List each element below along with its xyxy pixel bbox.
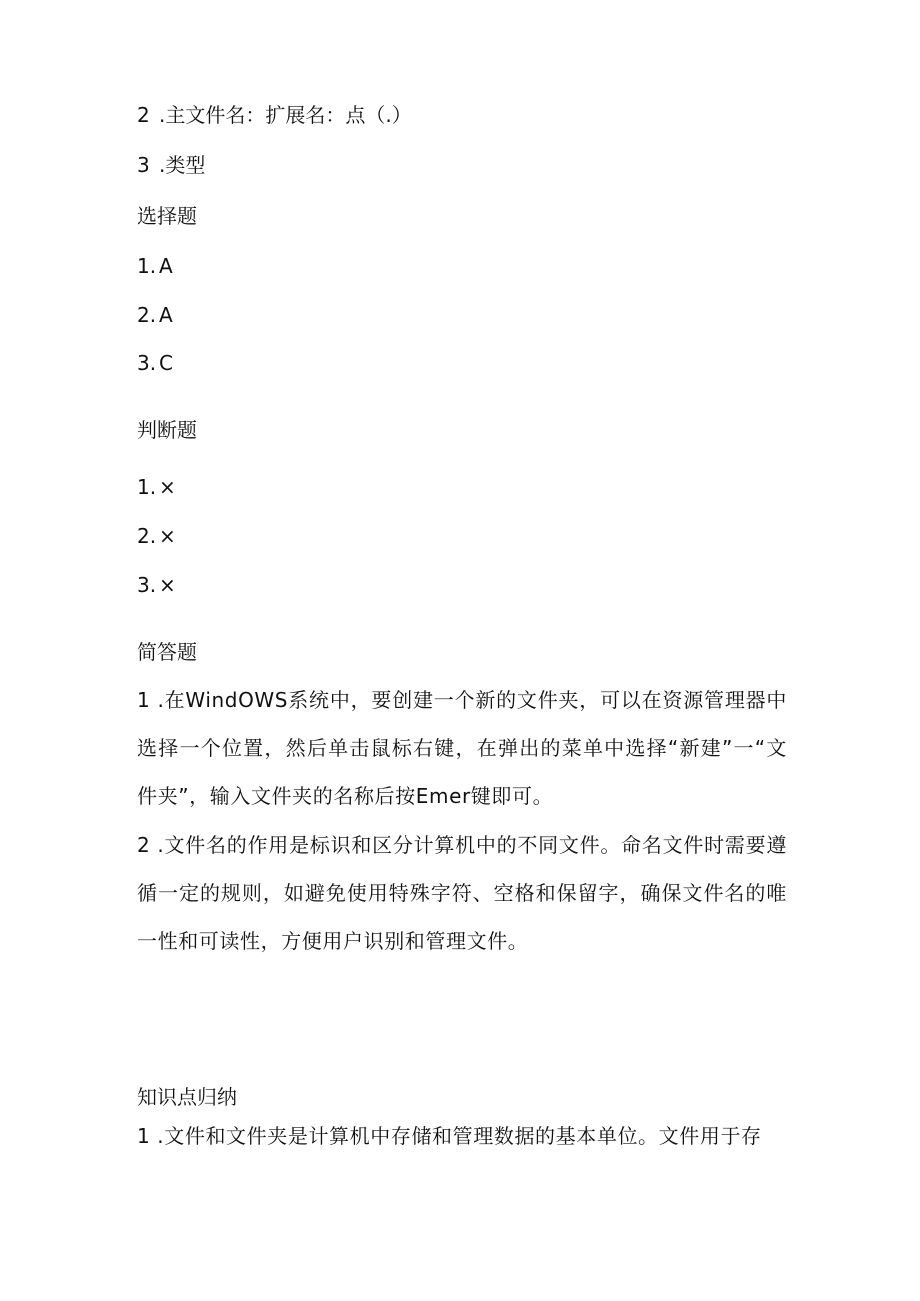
true-false-answer-3 bbox=[137, 573, 176, 597]
item-number: 2 bbox=[137, 103, 150, 127]
item-number: 3 bbox=[137, 153, 150, 177]
item-number: 1. bbox=[137, 254, 157, 278]
item-text: .主文件名：扩展名：点（.） bbox=[159, 103, 412, 127]
short-answer-1: 1 .在WindOWS系统中，要创建一个新的文件夹，可以在资源管理器中选择一个位置，然后单击鼠标右键，在弹出的菜单中选择“新建”一“文件夹”，输入文件夹的名称后按Emer键即可。 bbox=[137, 688, 787, 808]
item-text: × bbox=[159, 524, 176, 548]
item-number: 2. bbox=[137, 524, 157, 548]
item-text: A bbox=[159, 254, 173, 278]
item-number: 3. bbox=[137, 351, 157, 375]
fill-in-answer-3 bbox=[137, 153, 205, 177]
section-heading-short-answer: 简答题 bbox=[137, 640, 197, 664]
item-text: .类型 bbox=[159, 153, 206, 177]
item-number: 2. bbox=[137, 303, 157, 327]
section-heading-summary: 知识点归纳 bbox=[137, 1085, 237, 1109]
true-false-answer-2 bbox=[137, 524, 176, 548]
item-number: 1. bbox=[137, 475, 157, 499]
item-text: × bbox=[159, 573, 176, 597]
fill-in-answer-2 bbox=[137, 103, 412, 127]
choice-answer-3 bbox=[137, 351, 173, 375]
true-false-answer-1 bbox=[137, 475, 176, 499]
summary-point-1: 1 .文件和文件夹是计算机中存储和管理数据的基本单位。文件用于存 bbox=[137, 1124, 762, 1148]
choice-answer-2 bbox=[137, 303, 173, 327]
choice-answer-1 bbox=[137, 254, 173, 278]
item-number: 3. bbox=[137, 573, 157, 597]
short-answer-2: 2 .文件名的作用是标识和区分计算机中的不同文件。命名文件时需要遵循一定的规则，如避免使用特殊字符、空格和保留字，确保文件名的唯一性和可读性，方便用户识别和管理文件。 bbox=[137, 833, 787, 953]
section-heading-true-false: 判断题 bbox=[137, 418, 197, 442]
item-text: C bbox=[159, 351, 173, 375]
section-heading-choice: 选择题 bbox=[137, 204, 197, 228]
item-text: A bbox=[159, 303, 173, 327]
item-text: × bbox=[159, 475, 176, 499]
